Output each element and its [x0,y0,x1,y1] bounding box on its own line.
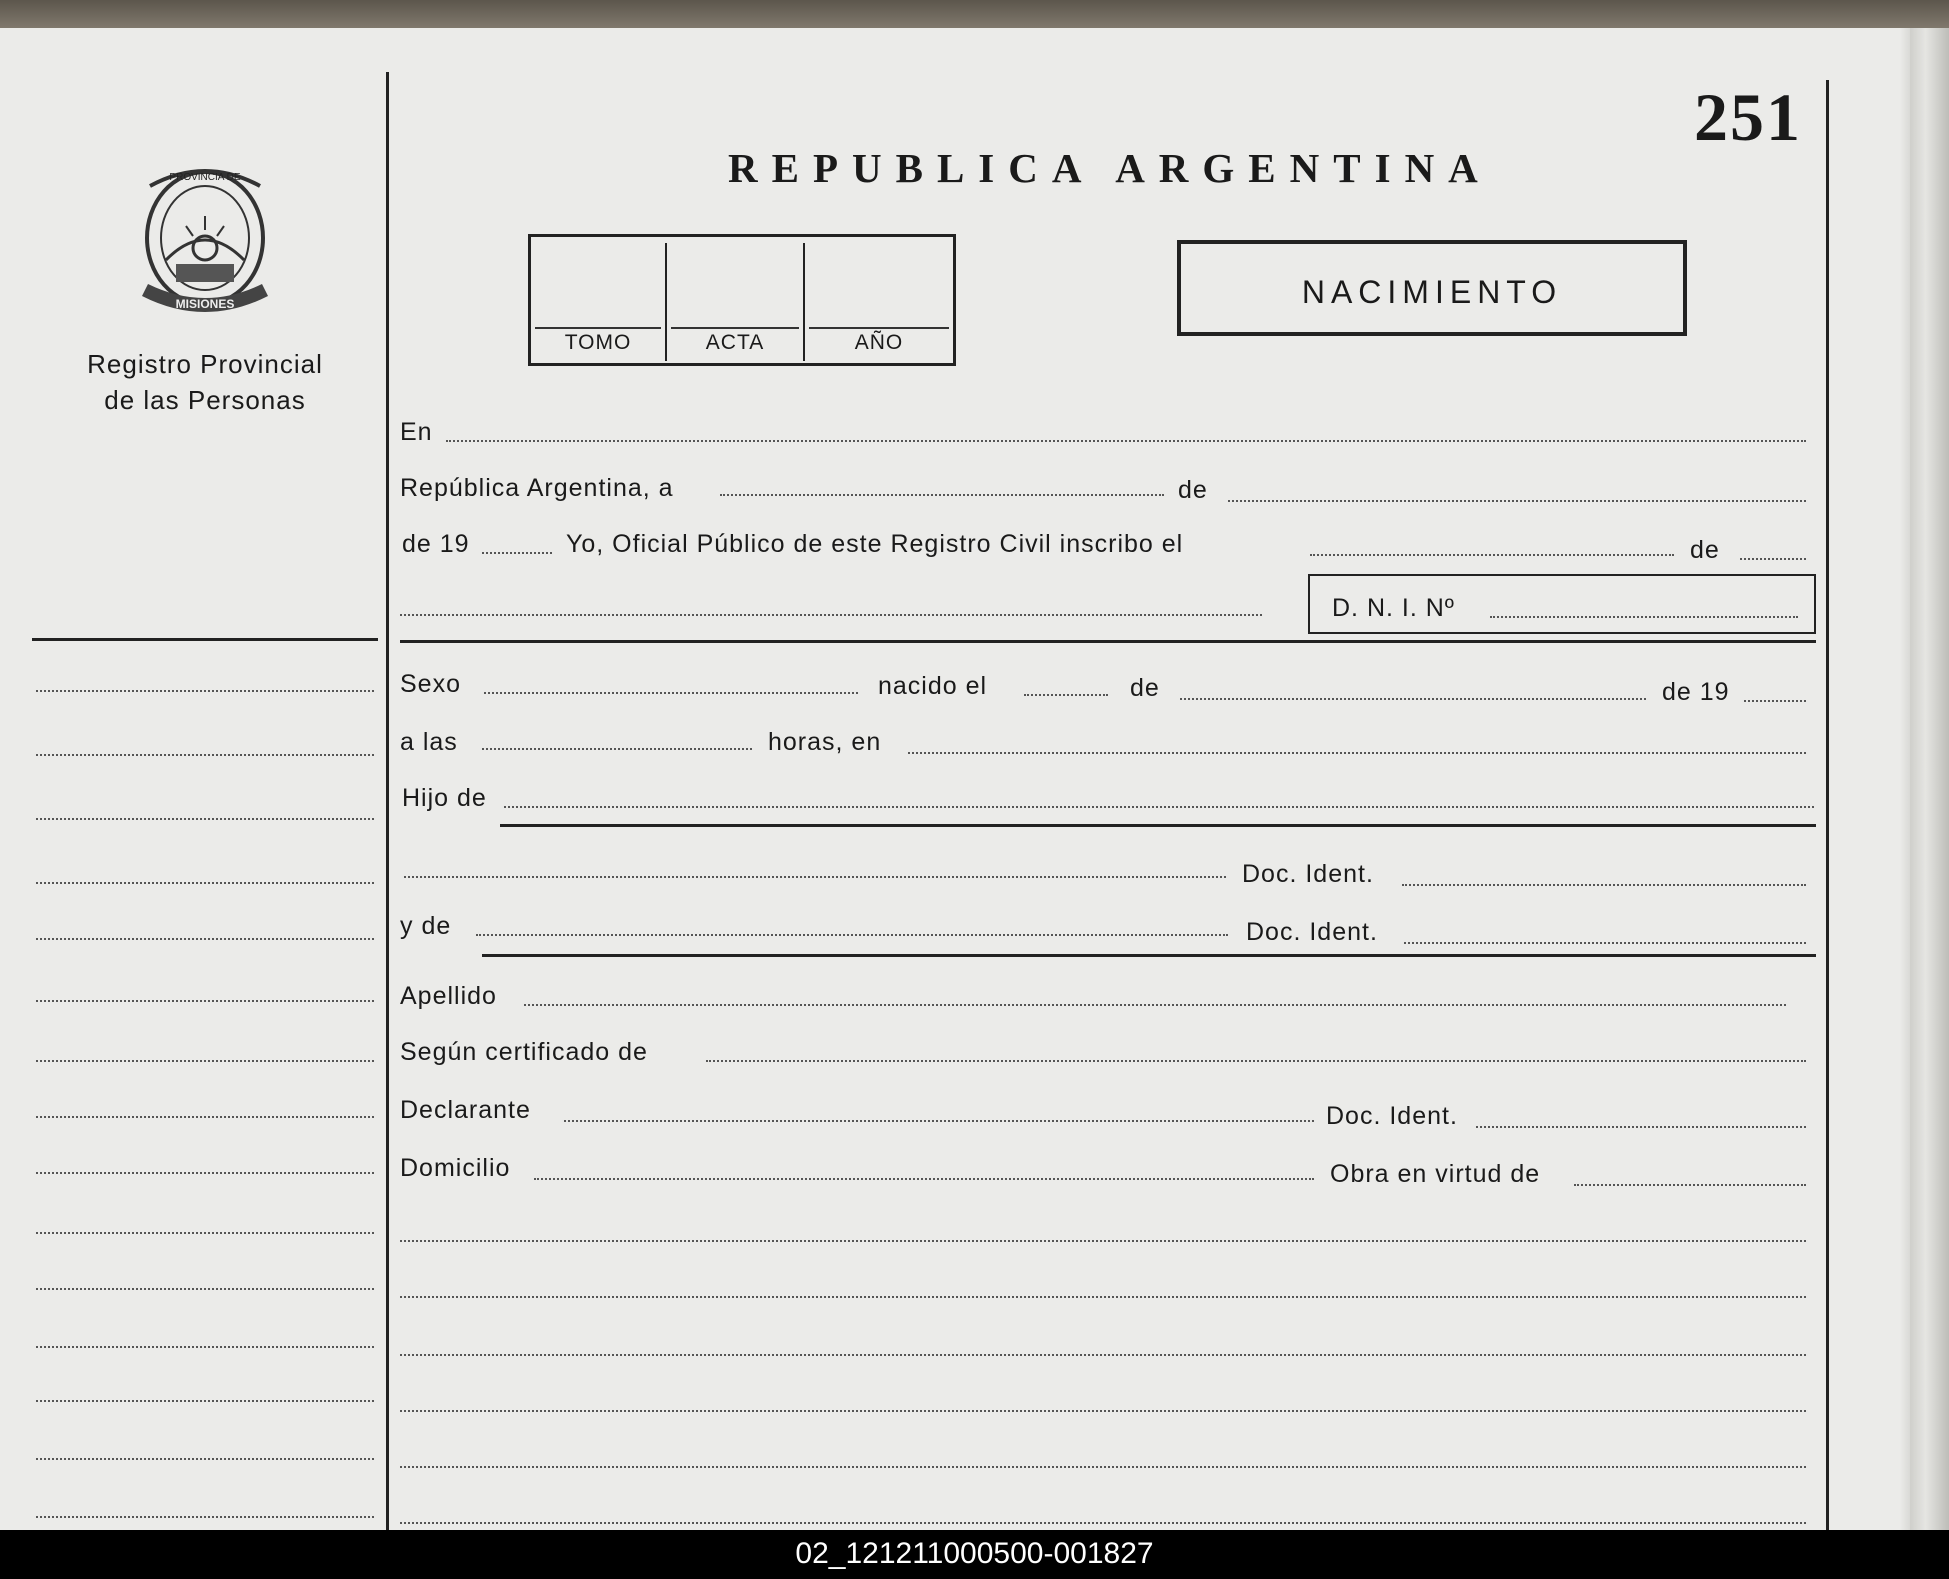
field-doc-padre[interactable] [1402,884,1806,886]
field-inscribo-de[interactable] [1740,558,1806,560]
label-nacido-el: nacido el [878,672,988,700]
record-type-box [1177,240,1687,336]
label-y-de: y de [400,912,452,940]
label-de-3: de [1130,674,1160,702]
tomo-cell[interactable] [531,237,665,363]
image-id-text: 02_121211000500-001827 [795,1537,1154,1570]
label-domicilio: Domicilio [400,1154,511,1182]
label-sexo: Sexo [400,670,461,698]
label-de-2: de [1690,536,1720,564]
label-hijo-de: Hijo de [402,784,487,812]
label-declarante: Declarante [400,1096,531,1124]
field-doc-madre[interactable] [1404,942,1806,944]
margin-line-4[interactable] [36,882,374,884]
field-inscribo-el[interactable] [1310,554,1674,556]
field-day[interactable] [720,494,1164,496]
rule-y-de [482,954,1816,957]
label-yo-oficial: Yo, Oficial Público de este Registro Civil inscribo el [566,530,1184,558]
margin-line-13[interactable] [36,1400,374,1402]
margin-line-11[interactable] [36,1288,374,1290]
tomo-label: TOMO [564,331,632,354]
field-certificado[interactable] [706,1060,1806,1062]
record-reference-box [528,234,956,366]
label-en: En [400,418,433,446]
field-madre[interactable] [476,934,1228,936]
margin-line-8[interactable] [36,1116,374,1118]
label-segun-certificado: Según certificado de [400,1038,648,1066]
left-column-divider [386,72,389,1530]
left-column-rule [32,638,378,641]
blank-line-6[interactable] [400,1522,1806,1524]
label-de-1: de [1178,476,1208,504]
page-edge [1910,28,1949,1530]
label-republica-a: República Argentina, a [400,474,674,502]
margin-line-6[interactable] [36,1000,374,1002]
anio-label: AÑO [854,331,904,354]
margin-line-9[interactable] [36,1172,374,1174]
acta-label: ACTA [705,331,765,354]
label-a-las: a las [400,728,458,756]
label-dni: D. N. I. Nº [1332,594,1455,622]
seal-top-text: PROVINCIA DE [169,172,241,183]
margin-line-14[interactable] [36,1458,374,1460]
margin-line-3[interactable] [36,818,374,820]
blank-line-2[interactable] [400,1296,1806,1298]
margin-line-5[interactable] [36,938,374,940]
field-nacido-dia[interactable] [1024,694,1108,696]
field-sexo[interactable] [484,692,858,694]
margin-line-15[interactable] [36,1516,374,1518]
record-type-label: NACIMIENTO [1301,274,1563,310]
label-horas-en: horas, en [768,728,882,756]
image-id-footer [0,1530,1949,1579]
acta-cell[interactable] [667,237,803,363]
margin-line-10[interactable] [36,1232,374,1234]
blank-line-4[interactable] [400,1410,1806,1412]
field-month[interactable] [1228,500,1806,502]
seal-bottom-text: MISIONES [175,297,235,311]
registry-line-2: de las Personas [104,385,306,415]
label-doc-ident-1: Doc. Ident. [1242,860,1374,888]
field-nacido-mes[interactable] [1180,698,1646,700]
label-doc-ident-3: Doc. Ident. [1326,1102,1458,1130]
page-number: 251 [1694,79,1802,155]
margin-line-7[interactable] [36,1060,374,1062]
field-hijo-de[interactable] [504,806,1814,808]
margin-line-1[interactable] [36,690,374,692]
page-title: REPUBLICA ARGENTINA [728,145,1492,191]
label-de-19: de 19 [402,530,470,558]
label-obra-en-virtud: Obra en virtud de [1330,1160,1541,1188]
label-apellido: Apellido [400,982,497,1010]
field-domicilio[interactable] [534,1178,1314,1180]
section-rule-1 [400,640,1816,643]
margin-line-2[interactable] [36,754,374,756]
field-apellido[interactable] [524,1004,1786,1006]
field-declarante[interactable] [564,1120,1314,1122]
field-doc-declarante[interactable] [1476,1126,1806,1128]
field-obra-en-virtud[interactable] [1574,1184,1806,1186]
margin-line-12[interactable] [36,1346,374,1348]
registry-line-1: Registro Provincial [87,349,323,379]
field-nacido-anio[interactable] [1744,700,1806,702]
blank-line-1[interactable] [400,1240,1806,1242]
field-inscribo-cont[interactable] [400,614,1262,616]
field-en[interactable] [446,440,1806,442]
field-hora[interactable] [482,748,752,750]
field-dni[interactable] [1490,616,1798,618]
label-doc-ident-2: Doc. Ident. [1246,918,1378,946]
rule-hijo-de [500,824,1816,827]
blank-line-3[interactable] [400,1354,1806,1356]
field-year[interactable] [482,552,552,554]
anio-cell[interactable] [805,237,953,363]
registry-name [62,346,348,418]
field-lugar[interactable] [908,752,1806,754]
right-border [1826,80,1829,1530]
blank-line-5[interactable] [400,1466,1806,1468]
field-padre[interactable] [404,876,1226,878]
label-de19-2: de 19 [1662,678,1730,706]
provincial-seal-icon [132,156,278,324]
